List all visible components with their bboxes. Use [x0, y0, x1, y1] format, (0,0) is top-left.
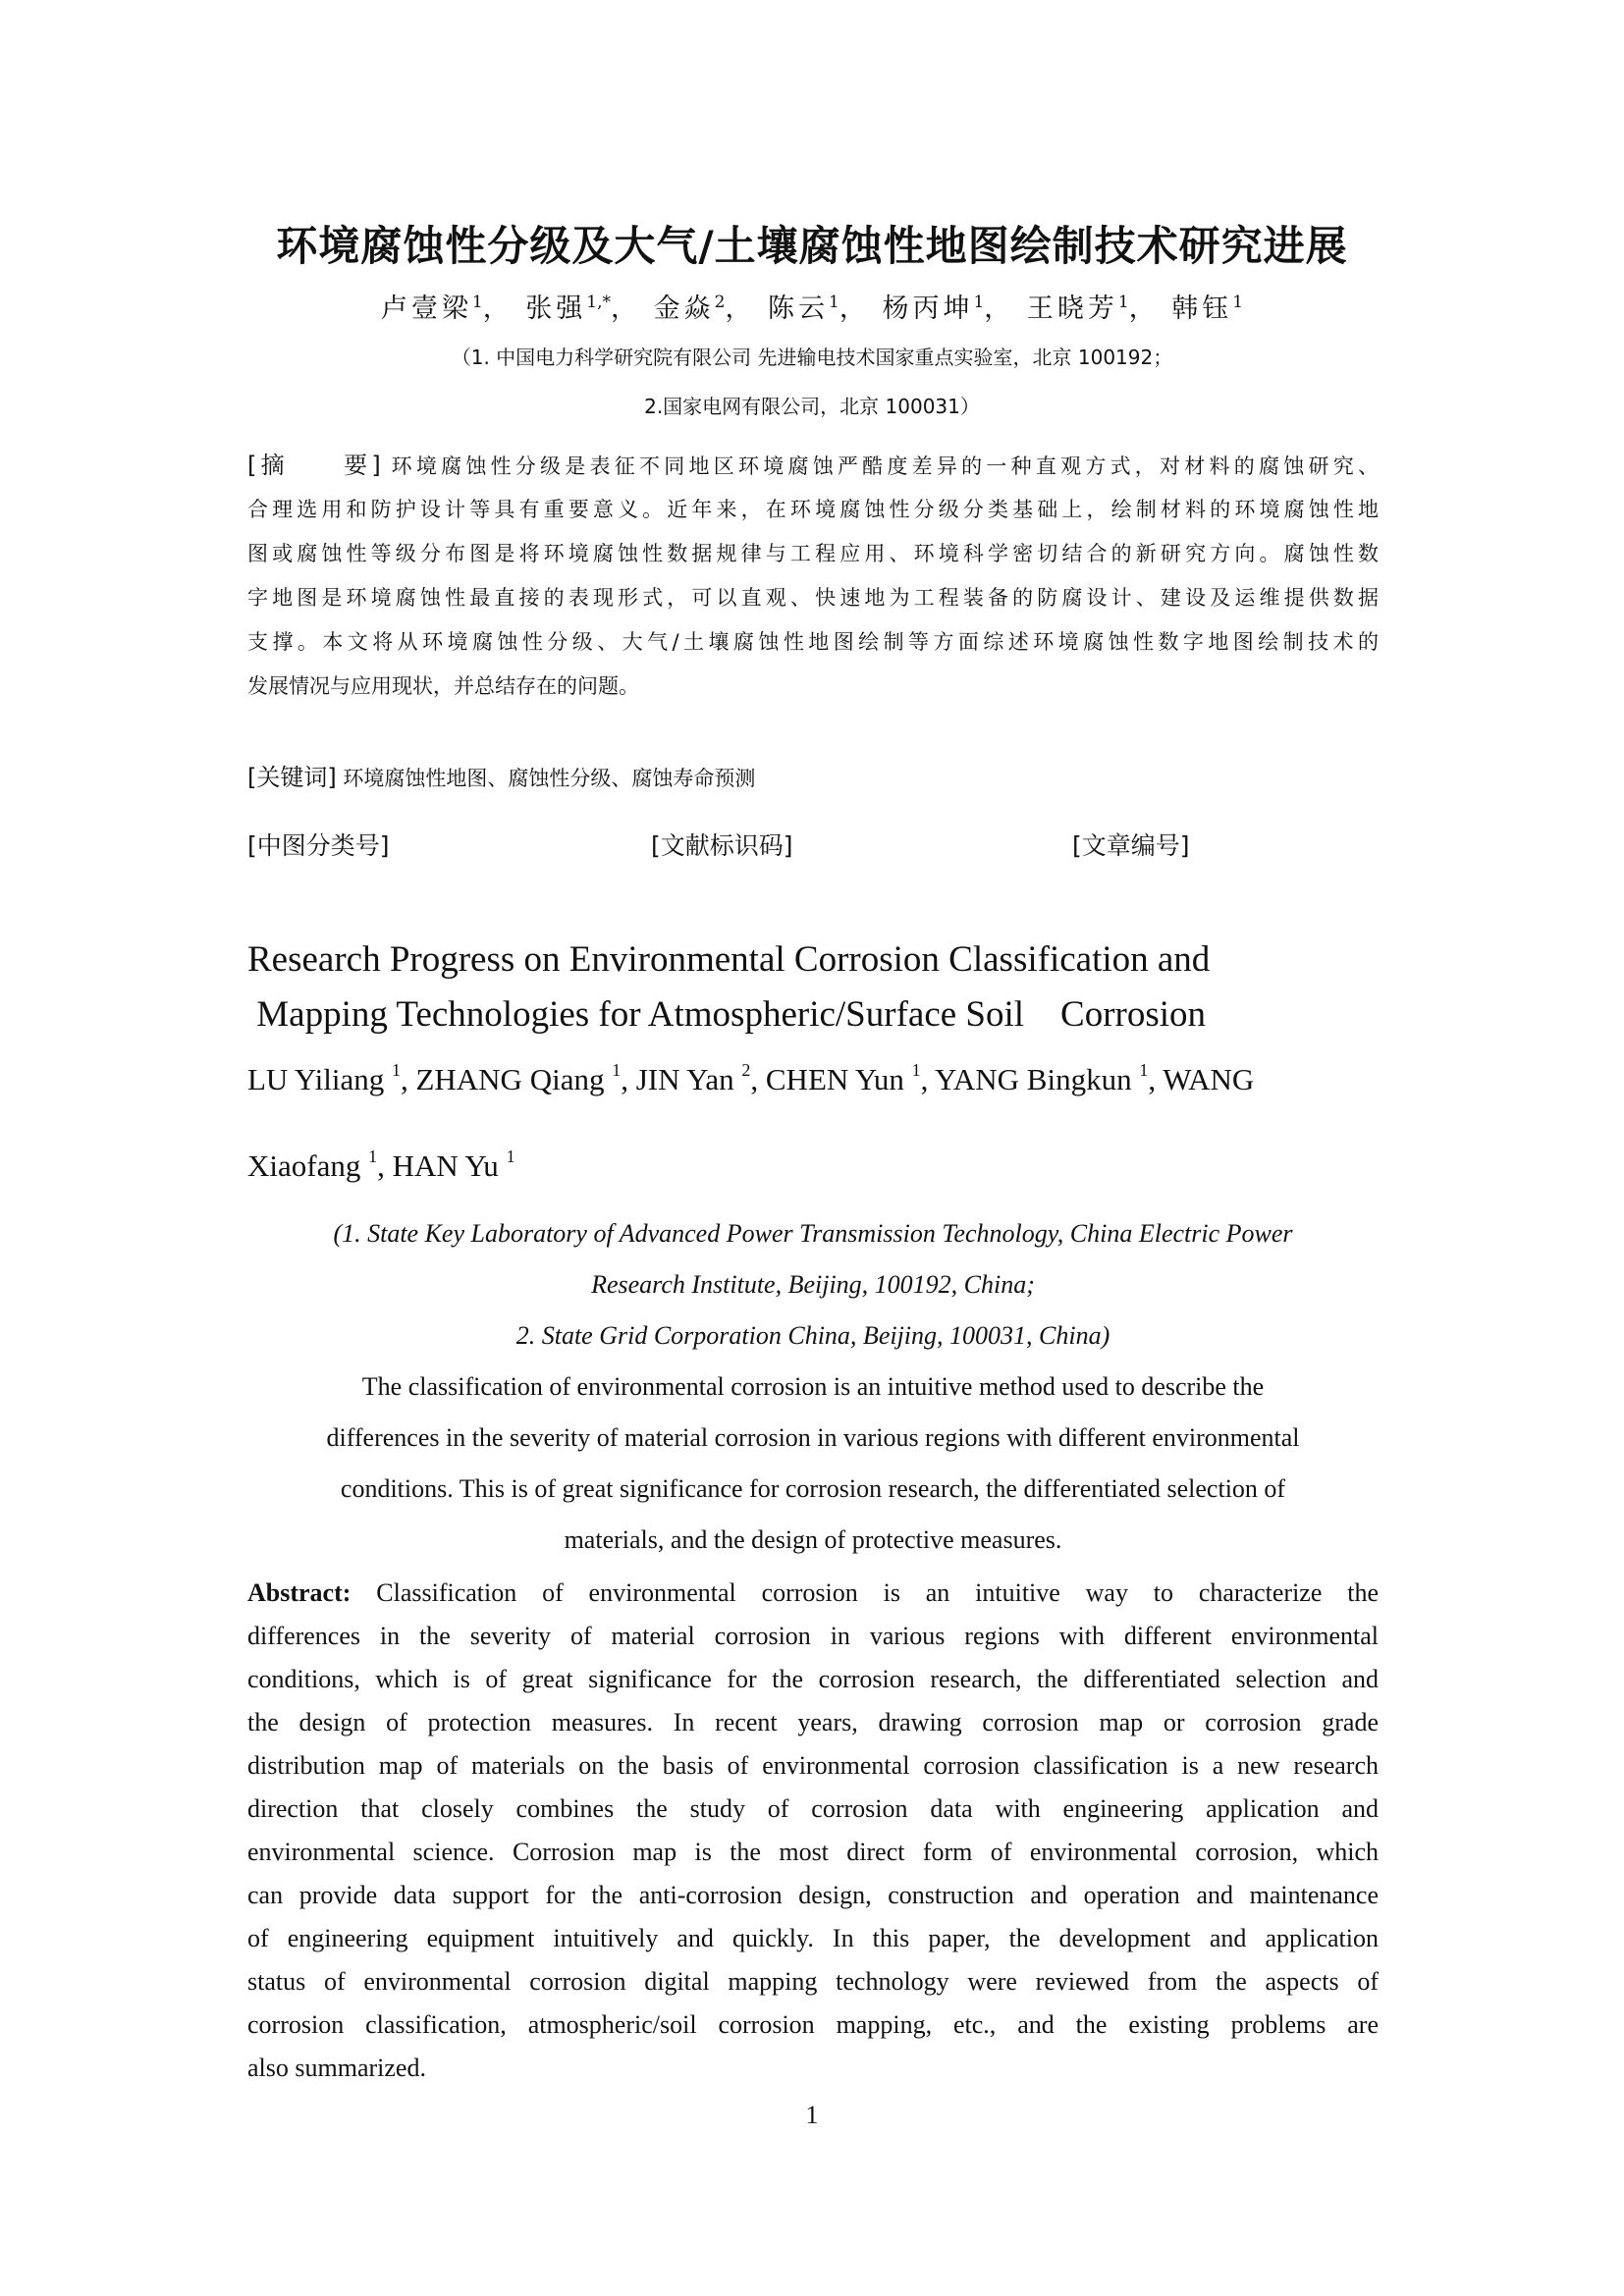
abstract-en-line: conditions, which is of great significance for the corrosion research, the differentiated selection and [247, 1665, 1379, 1693]
article-number-label: [文章编号] [1072, 831, 1190, 860]
affiliation-en-1: (1. State Key Laboratory of Advanced Power Transmission Technology, China Electric Power [333, 1219, 1293, 1248]
keywords-cn-label: [关键词] [247, 764, 337, 791]
author-cn: 张强$^{1,*}$ [525, 293, 612, 324]
authors-chinese: 卢壹梁$^1$， 张强$^{1,*}$， 金焱$^2$， 陈云$^1$， 杨丙坤$^1$， 王晓芳$^1$， 韩钰$^1$ [380, 293, 1244, 324]
title-en-line: Mapping Technologies for Atmospheric/Surface Soil Corrosion [247, 994, 1207, 1035]
abstract-en-line: direction that closely combines the study of corrosion data with engineering application and [247, 1794, 1379, 1823]
abstract-cn-line: 发展情况与应用现状，并总结存在的问题。 [247, 674, 639, 698]
clc-number-label: [中图分类号] [247, 831, 390, 860]
abstract-en-line: can provide data support for the anti-corrosion design, construction and operation and maintenance [247, 1881, 1379, 1909]
abstract-en-line: of engineering equipment intuitively and quickly. In this paper, the development and application [247, 1924, 1379, 1952]
author-cn: 陈云$^1$ [768, 293, 839, 324]
title-en-line: Research Progress on Environmental Corrosion Classification and [247, 939, 1211, 980]
author-cn: 杨丙坤$^1$ [882, 293, 985, 324]
summary-en-line: differences in the severity of material corrosion in various regions with different environmental [326, 1423, 1300, 1452]
abstract-en-line: environmental science. Corrosion map is the most direct form of environmental corrosion, which [247, 1838, 1379, 1866]
affiliation-en-2: Research Institute, Beijing, 100192, China; [591, 1270, 1035, 1299]
title-english [247, 933, 1210, 1042]
abstract-cn-line: 字地图是环境腐蚀性最直接的表现形式，可以直观、快速地为工程装备的防腐设计、建设及运维提供数据 [247, 586, 1379, 610]
page-number: 1 [805, 2101, 819, 2129]
abstract-english [247, 1572, 1379, 2090]
summary-en-line: conditions. This is of great significance for corrosion research, the differentiated selection of [340, 1474, 1286, 1503]
keywords-cn-text: 环境腐蚀性地图、腐蚀性分级、腐蚀寿命预测 [343, 767, 756, 790]
affiliation-cn-1: （1. 中国电力科学研究院有限公司 先进输电技术国家重点实验室，北京 100192； [451, 346, 1173, 369]
affiliation-en-3: 2. State Grid Corporation China, Beijing, 100031, China) [515, 1321, 1110, 1350]
abstract-cn-label: [摘 要] [247, 452, 381, 479]
abstract-en-line: status of environmental corrosion digital mapping technology were reviewed from the aspects of [247, 1967, 1379, 1996]
author-cn: 王晓芳$^1$ [1026, 293, 1129, 324]
summary-en-line: materials, and the design of protective measures. [564, 1525, 1062, 1554]
abstract-en-line: differences in the severity of material corrosion in various regions with different environmental [247, 1622, 1379, 1650]
affiliation-cn-2: 2.国家电网有限公司，北京 100031） [644, 395, 980, 418]
abstract-en-line: distribution map of materials on the basis of environmental corrosion classification is a new research [247, 1751, 1379, 1780]
authors-english-line-2: Xiaofang $^1$, HAN Yu $^1$ [247, 1147, 515, 1183]
abstract-en-label: Abstract: [247, 1578, 352, 1607]
abstract-cn-line: 合理选用和防护设计等具有重要意义。近年来，在环境腐蚀性分级分类基础上，绘制材料的环境腐蚀性地 [247, 498, 1379, 521]
abstract-en-line: the design of protection measures. In recent years, drawing corrosion map or corrosion grade [247, 1708, 1379, 1736]
authors-english-line-1: LU Yiliang $^1$, ZHANG Qiang $^1$, JIN Yan $^2$, CHEN Yun $^1$, YANG Bingkun $^1$, WANG [247, 1060, 1255, 1096]
keywords-chinese [247, 758, 755, 792]
abstract-cn-line: 图或腐蚀性等级分布图是将环境腐蚀性数据规律与工程应用、环境科学密切结合的新研究方向。腐蚀性数 [247, 542, 1379, 565]
abstract-en-line: also summarized. [247, 2054, 426, 2082]
author-cn: 卢壹梁$^1$ [380, 293, 483, 324]
abstract-en-line: Abstract: Classification of environmental corrosion is an intuitive way to characterize the [247, 1578, 1379, 1607]
abstract-cn-line: [摘 要] 环境腐蚀性分级是表征不同地区环境腐蚀严酷度差异的一种直观方式，对材料的腐蚀研究、 [247, 452, 1379, 479]
abstract-chinese [247, 444, 1379, 709]
author-cn: 金焱$^2$ [653, 293, 726, 324]
title-chinese: 环境腐蚀性分级及大气/土壤腐蚀性地图绘制技术研究进展 [276, 222, 1348, 270]
summary-en-line: The classification of environmental corrosion is an intuitive method used to describe the [361, 1372, 1265, 1401]
author-cn: 韩钰$^1$ [1171, 293, 1244, 324]
abstract-cn-line: 支撑。本文将从环境腐蚀性分级、大气/土壤腐蚀性地图绘制等方面综述环境腐蚀性数字地图绘制技术的 [247, 630, 1379, 654]
abstract-en-line: corrosion classification, atmospheric/soil corrosion mapping, etc., and the existing problems are [247, 2010, 1379, 2039]
document-code-label: [文献标识码] [651, 831, 793, 860]
